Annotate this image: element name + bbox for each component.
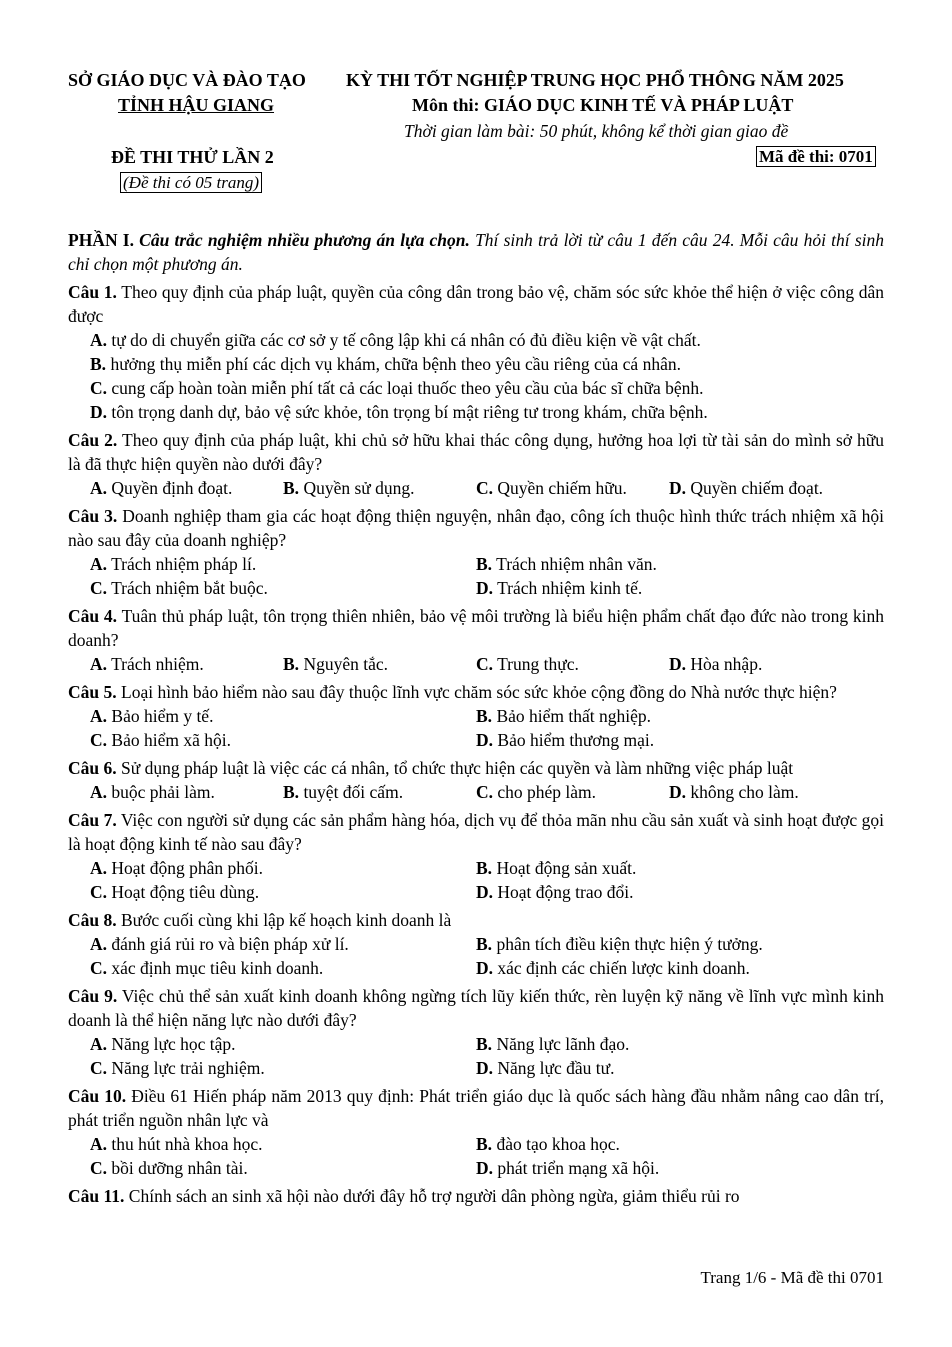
trial-title: ĐỀ THI THỬ LẦN 2 <box>111 147 274 167</box>
option-text: Quyền chiếm đoạt. <box>690 478 824 498</box>
answer-options <box>90 552 884 600</box>
answer-option <box>90 856 476 880</box>
option-text: Năng lực lãnh đạo. <box>496 1034 630 1054</box>
option-key: D. <box>669 782 687 802</box>
department-name: SỞ GIÁO DỤC VÀ ĐÀO TẠO <box>68 70 306 90</box>
option-text: phân tích điều kiện thực hiện ý tưởng. <box>496 934 763 954</box>
question-text-line <box>68 756 884 780</box>
question <box>68 808 884 904</box>
answer-option <box>90 704 476 728</box>
option-text: Nguyên tắc. <box>303 654 388 674</box>
option-text: Quyền sử dụng. <box>303 478 415 498</box>
answer-option <box>669 652 884 676</box>
exam-content <box>68 228 884 1212</box>
part1-instruction: Thí sinh trả lời từ câu 1 đến câu 24. Mỗi câu hỏi thí sinh chỉ chọn một phương án. <box>68 230 884 274</box>
province-name <box>118 95 274 116</box>
option-key: C. <box>90 958 108 978</box>
option-key: B. <box>283 654 300 674</box>
option-text: đánh giá rủi ro và biện pháp xử lí. <box>111 934 349 954</box>
question <box>68 1184 884 1208</box>
option-text: phát triển mạng xã hội. <box>497 1158 660 1178</box>
option-key: B. <box>476 706 493 726</box>
option-key: C. <box>90 1058 108 1078</box>
answer-option <box>90 376 884 400</box>
option-key: D. <box>476 578 494 598</box>
answer-option <box>476 552 884 576</box>
answer-option <box>476 652 669 676</box>
answer-option <box>669 780 884 804</box>
option-key: B. <box>476 1134 493 1154</box>
answer-option <box>476 476 669 500</box>
question-label: Câu 1. <box>68 282 117 302</box>
question-label: Câu 4. <box>68 606 118 626</box>
exam-title: KỲ THI TỐT NGHIỆP TRUNG HỌC PHỔ THÔNG NĂM 2025 <box>346 70 844 90</box>
question-text-line <box>68 680 884 704</box>
answer-options <box>90 856 884 904</box>
option-key: D. <box>476 730 494 750</box>
question-text: Sử dụng pháp luật là việc các cá nhân, tổ chức thực hiện các quyền và làm những việc pháp luật <box>121 758 794 778</box>
answer-option <box>283 476 476 500</box>
question-text-line <box>68 1184 884 1208</box>
answer-option <box>476 1032 884 1056</box>
question-text-line <box>68 1084 884 1132</box>
option-text: tôn trọng danh dự, bảo vệ sức khỏe, tôn trọng bí mật riêng tư trong khám, chữa bệnh. <box>111 402 708 422</box>
question <box>68 1084 884 1180</box>
answer-option <box>90 328 884 352</box>
option-text: Trách nhiệm nhân văn. <box>496 554 657 574</box>
answer-options <box>90 1032 884 1080</box>
option-text: xác định các chiến lược kinh doanh. <box>497 958 750 978</box>
option-key: C. <box>90 1158 108 1178</box>
option-text: Quyền định đoạt. <box>111 478 233 498</box>
question-label: Câu 11. <box>68 1186 125 1206</box>
answer-option <box>90 476 283 500</box>
page-footer: Trang 1/6 - Mã đề thi 0701 <box>700 1268 884 1287</box>
option-text: xác định mục tiêu kinh doanh. <box>111 958 324 978</box>
answer-option <box>476 856 884 880</box>
option-key: A. <box>90 934 108 954</box>
option-key: A. <box>90 858 108 878</box>
answer-option <box>90 956 476 980</box>
option-text: đào tạo khoa học. <box>496 1134 620 1154</box>
answer-option <box>283 780 476 804</box>
question-text-line <box>68 504 884 552</box>
subject-title: Môn thi: GIÁO DỤC KINH TẾ VÀ PHÁP LUẬT <box>412 95 794 115</box>
option-key: B. <box>476 858 493 878</box>
option-text: Bảo hiểm xã hội. <box>111 730 231 750</box>
pages-note <box>120 173 262 193</box>
answer-option <box>476 576 884 600</box>
option-key: A. <box>90 478 108 498</box>
option-text: Năng lực trải nghiệm. <box>111 1058 265 1078</box>
answer-option <box>90 400 884 424</box>
answer-options <box>90 476 884 500</box>
exam-code-text: Mã đề thi: 0701 <box>756 146 876 167</box>
option-text: không cho làm. <box>690 782 799 802</box>
answer-option <box>476 780 669 804</box>
question-text-line <box>68 808 884 856</box>
option-key: C. <box>90 730 108 750</box>
option-text: Hòa nhập. <box>690 654 763 674</box>
answer-option <box>90 932 476 956</box>
question-text-line <box>68 984 884 1032</box>
question-label: Câu 6. <box>68 758 117 778</box>
question-text: Theo quy định của pháp luật, khi chủ sở hữu khai thác công dụng, hưởng hoa lợi từ tài sản do mình sở hữu là đã thực hiện quyền nào dưới đây? <box>68 430 885 474</box>
option-text: Trung thực. <box>497 654 579 674</box>
answer-options <box>90 328 884 424</box>
option-text: tuyệt đối cấm. <box>303 782 404 802</box>
option-key: A. <box>90 1134 108 1154</box>
time-note: Thời gian làm bài: 50 phút, không kể thời gian giao đề <box>404 121 789 141</box>
option-key: D. <box>476 958 494 978</box>
question-label: Câu 9. <box>68 986 118 1006</box>
question-text: Theo quy định của pháp luật, quyền của công dân trong bảo vệ, chăm sóc sức khỏe thể hiện ở việc công dân được <box>68 282 885 326</box>
option-key: B. <box>476 1034 493 1054</box>
question-text-line <box>68 280 884 328</box>
answer-option <box>476 704 884 728</box>
province-text: TỈNH HẬU GIANG <box>118 95 275 115</box>
answer-option <box>476 880 884 904</box>
answer-option <box>476 728 884 752</box>
answer-option <box>90 652 283 676</box>
option-text: buộc phải làm. <box>111 782 215 802</box>
question <box>68 504 884 600</box>
option-key: C. <box>90 578 108 598</box>
option-text: Trách nhiệm. <box>111 654 204 674</box>
question-label: Câu 8. <box>68 910 117 930</box>
answer-option <box>476 932 884 956</box>
option-text: Trách nhiệm pháp lí. <box>111 554 257 574</box>
part1-label: PHẦN I. <box>68 230 134 250</box>
answer-option <box>476 1132 884 1156</box>
option-key: A. <box>90 782 108 802</box>
question-label: Câu 10. <box>68 1086 127 1106</box>
option-text: Trách nhiệm kinh tế. <box>497 578 643 598</box>
question-label: Câu 2. <box>68 430 118 450</box>
question-label: Câu 7. <box>68 810 117 830</box>
answer-option <box>90 1156 476 1180</box>
question-text: Loại hình bảo hiểm nào sau đây thuộc lĩnh vực chăm sóc sức khỏe cộng đồng do Nhà nước thực hiện? <box>121 682 837 702</box>
option-key: C. <box>90 378 108 398</box>
question <box>68 604 884 676</box>
question-text-line <box>68 428 884 476</box>
option-key: C. <box>476 782 494 802</box>
option-text: Bảo hiểm thương mại. <box>497 730 655 750</box>
answer-options <box>90 1132 884 1180</box>
question-text: Tuân thủ pháp luật, tôn trọng thiên nhiên, bảo vệ môi trường là biểu hiện phẩm chất đạo đức nào trong kinh doanh? <box>68 606 884 650</box>
option-key: B. <box>476 554 493 574</box>
option-text: bồi dưỡng nhân tài. <box>111 1158 248 1178</box>
option-text: Hoạt động sản xuất. <box>496 858 637 878</box>
question-label: Câu 5. <box>68 682 117 702</box>
answer-option <box>90 552 476 576</box>
option-text: Bảo hiểm thất nghiệp. <box>496 706 651 726</box>
part1-heading <box>68 228 884 276</box>
answer-option <box>90 880 476 904</box>
answer-option <box>90 352 884 376</box>
option-text: cung cấp hoàn toàn miễn phí tất cả các loại thuốc theo yêu cầu của bác sĩ chữa bệnh. <box>111 378 704 398</box>
answer-option <box>476 1156 884 1180</box>
question-list <box>68 280 884 1208</box>
option-text: Quyền chiếm hữu. <box>497 478 627 498</box>
question-text-line <box>68 604 884 652</box>
answer-option <box>669 476 884 500</box>
question-text: Việc chủ thể sản xuất kinh doanh không ngừng tích lũy kiến thức, rèn luyện kỹ năng về lĩnh vực mình kinh doanh là thể hiện năng lực nào dưới đây? <box>68 986 884 1030</box>
option-key: A. <box>90 554 108 574</box>
pages-note-text: (Đề thi có 05 trang) <box>120 172 262 193</box>
exam-code <box>756 147 876 167</box>
option-key: D. <box>476 882 494 902</box>
question <box>68 908 884 980</box>
answer-option <box>90 728 476 752</box>
answer-option <box>90 576 476 600</box>
option-text: Trách nhiệm bắt buộc. <box>111 578 268 598</box>
answer-option <box>90 1056 476 1080</box>
answer-option <box>476 956 884 980</box>
question <box>68 280 884 424</box>
answer-options <box>90 780 884 804</box>
option-text: Năng lực đầu tư. <box>497 1058 615 1078</box>
question-text-line <box>68 908 884 932</box>
option-key: C. <box>476 654 494 674</box>
option-text: Hoạt động tiêu dùng. <box>111 882 260 902</box>
option-text: tự do di chuyển giữa các cơ sở y tế công lập khi cá nhân có đủ điều kiện về vật chất. <box>111 330 701 350</box>
option-key: C. <box>476 478 494 498</box>
option-text: Năng lực học tập. <box>111 1034 236 1054</box>
option-key: D. <box>669 478 687 498</box>
question-text: Chính sách an sinh xã hội nào dưới đây hỗ trợ người dân phòng ngừa, giảm thiểu rủi ro <box>128 1186 740 1206</box>
option-key: D. <box>90 402 108 422</box>
answer-options <box>90 652 884 676</box>
option-key: A. <box>90 654 108 674</box>
question <box>68 756 884 804</box>
option-key: B. <box>283 782 300 802</box>
answer-option <box>90 1032 476 1056</box>
option-text: hưởng thụ miễn phí các dịch vụ khám, chữa bệnh theo yêu cầu riêng của cá nhân. <box>110 354 681 374</box>
question <box>68 428 884 500</box>
option-text: Hoạt động phân phối. <box>111 858 264 878</box>
option-text: Hoạt động trao đổi. <box>497 882 634 902</box>
option-key: A. <box>90 706 108 726</box>
option-key: B. <box>283 478 300 498</box>
question-text: Doanh nghiệp tham gia các hoạt động thiện nguyện, nhân đạo, công ích thuộc hình thức trách nhiệm xã hội nào sau đây của doanh nghiệp? <box>68 506 885 550</box>
question-text: Điều 61 Hiến pháp năm 2013 quy định: Phát triển giáo dục là quốc sách hàng đầu nhằm nâng cao dân trí, phát triển nguồn nhân lực và <box>68 1086 885 1130</box>
answer-options <box>90 932 884 980</box>
answer-option <box>476 1056 884 1080</box>
option-text: thu hút nhà khoa học. <box>111 1134 263 1154</box>
answer-option <box>90 1132 476 1156</box>
answer-option <box>283 652 476 676</box>
option-key: D. <box>669 654 687 674</box>
question-label: Câu 3. <box>68 506 118 526</box>
option-key: D. <box>476 1058 494 1078</box>
part1-title: Câu trắc nghiệm nhiều phương án lựa chọn. <box>139 230 470 250</box>
question <box>68 680 884 752</box>
question-text: Việc con người sử dụng các sản phẩm hàng hóa, dịch vụ để thỏa mãn nhu cầu sản xuất và sinh hoạt được gọi là hoạt động kinh tế nào sau đây? <box>68 810 884 854</box>
option-key: C. <box>90 882 108 902</box>
option-key: A. <box>90 330 108 350</box>
option-key: A. <box>90 1034 108 1054</box>
option-text: Bảo hiểm y tế. <box>111 706 214 726</box>
question <box>68 984 884 1080</box>
option-text: cho phép làm. <box>497 782 597 802</box>
question-text: Bước cuối cùng khi lập kế hoạch kinh doanh là <box>121 910 452 930</box>
option-key: D. <box>476 1158 494 1178</box>
answer-option <box>90 780 283 804</box>
option-key: B. <box>476 934 493 954</box>
answer-options <box>90 704 884 752</box>
option-key: B. <box>90 354 107 374</box>
